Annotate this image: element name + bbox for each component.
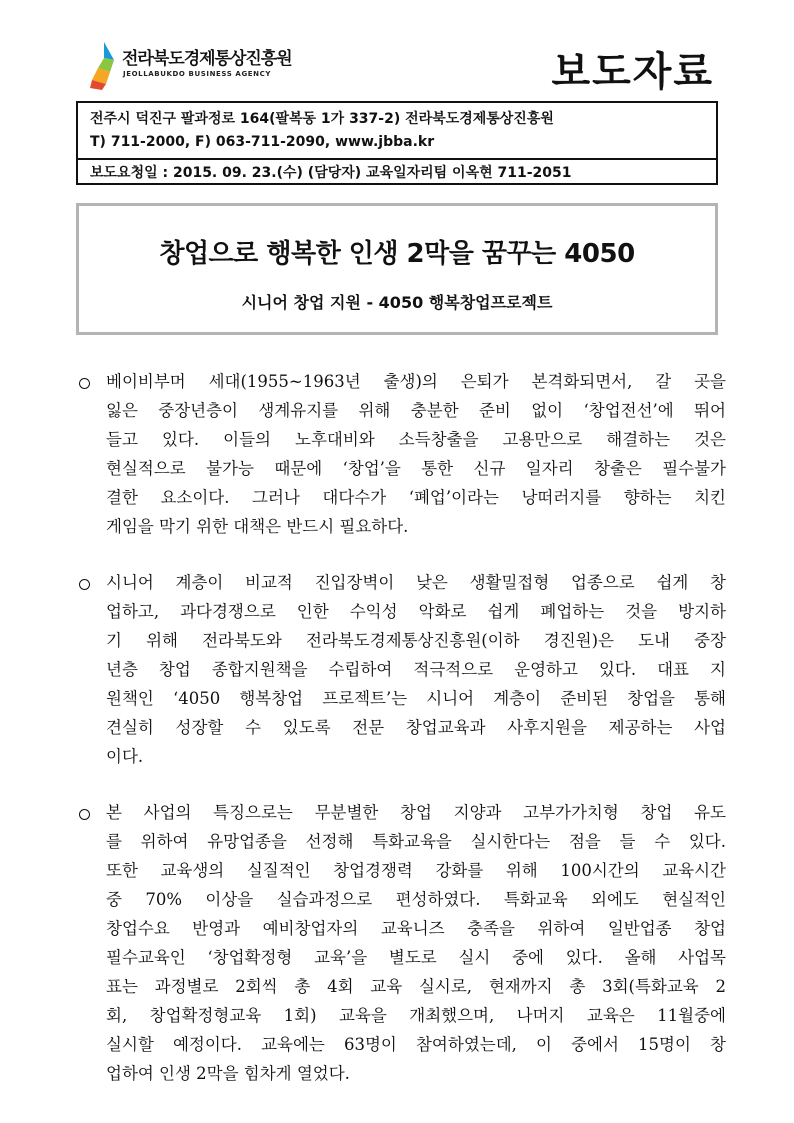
- paragraph-line: 또한 교육생의 실질적인 창업경쟁력 강화를 위해 100시간의 교육시간: [106, 861, 726, 880]
- info-box: [76, 101, 718, 185]
- paragraph-line: 년층 창업 종합지원책을 수립하여 적극적으로 운영하고 있다. 대표 지: [106, 660, 726, 679]
- paragraph-line: 표는 과정별로 2회씩 총 4회 교육 실시로, 현재까지 총 3회(특화교육 2: [106, 977, 726, 996]
- paragraph-line: 창업수요 반영과 예비창업자의 교육니즈 충족을 위하여 일반업종 창업: [106, 919, 726, 938]
- paragraph-line: 들고 있다. 이들의 노후대비와 소득창출을 고용만으로 해결하는 것은: [106, 430, 726, 449]
- paragraph-line: 중 70% 이상을 실습과정으로 편성하였다. 특화교육 외에도 현실적인: [106, 890, 726, 909]
- headline: 창업으로 행복한 인생 2막을 꿈꾸는 4050: [159, 239, 635, 269]
- paragraph-line: 를 위하여 유망업종을 선정해 특화교육을 실시한다는 점을 들 수 있다.: [106, 832, 726, 851]
- bullet-icon: [79, 809, 90, 820]
- paragraph-line: 시니어 계층이 비교적 진입장벽이 낮은 생활밀접형 업종으로 쉽게 창: [106, 573, 726, 592]
- paragraph-line: 베이비부머 세대(1955~1963년 출생)의 은퇴가 본격화되면서, 갈 곳을: [106, 372, 726, 391]
- paragraph-line: 원책인 ‘4050 행복창업 프로젝트’는 시니어 계층이 준비된 창업을 통해: [106, 689, 726, 708]
- info-divider: [78, 158, 716, 160]
- paragraph-line: 게임을 막기 위한 대책은 반드시 필요하다.: [106, 517, 409, 536]
- bullet-icon: [79, 579, 90, 590]
- org-name: 전라북도경제통상진흥원: [122, 49, 292, 69]
- org-name-english: JEOLLABUKDO BUSINESS AGENCY: [123, 70, 272, 78]
- paragraph-2: [76, 573, 726, 783]
- org-logo: [90, 40, 290, 92]
- contact-line: T) 711-2000, F) 063-711-2090, www.jbba.kr: [90, 134, 435, 150]
- paragraph-line: 회, 창업확정형교육 1회) 교육을 개최했으며, 나머지 교육은 11월중에: [106, 1006, 726, 1025]
- bullet-icon: [79, 378, 90, 389]
- paragraph-line: 기 위해 전라북도와 전라북도경제통상진흥원(이하 경진원)은 도내 중장: [106, 631, 726, 650]
- paragraph-line: 필수교육인 ‘창업확정형 교육’을 별도로 실시 중에 있다. 올해 사업목: [106, 948, 726, 967]
- paragraph-3: [76, 803, 726, 1103]
- paragraph-line: 업하여 인생 2막을 힘차게 열었다.: [106, 1064, 350, 1083]
- title-box: [76, 203, 718, 335]
- paragraph-line: 본 사업의 특징으로는 무분별한 창업 지양과 고부가가치형 창업 유도: [106, 803, 726, 822]
- paragraph-line: 견실히 성장할 수 있도록 전문 창업교육과 사후지원을 제공하는 사업: [106, 718, 726, 737]
- paragraph-line: 이다.: [106, 747, 144, 766]
- release-date-line: 보도요청일 : 2015. 09. 23.(수) (담당자) 교육일자리팀 이옥현 711-2051: [90, 165, 572, 181]
- paragraph-line: 잃은 중장년층이 생계유지를 위해 충분한 준비 없이 ‘창업전선’에 뛰어: [106, 401, 726, 420]
- address-line: 전주시 덕진구 팔과정로 164(팔복동 1가 337-2) 전라북도경제통상진흥원: [90, 111, 554, 127]
- paragraph-line: 업하고, 과다경쟁으로 인한 수익성 악화로 쉽게 폐업하는 것을 방지하: [106, 602, 726, 621]
- logo-mark-icon: [90, 40, 120, 92]
- subheadline: 시니어 창업 지원 - 4050 행복창업프로젝트: [241, 293, 553, 312]
- paragraph-line: 현실적으로 불가능 때문에 ‘창업’을 통한 신규 일자리 창출은 필수불가: [106, 459, 726, 478]
- document-type-heading: 보도자료: [551, 49, 714, 95]
- paragraph-line: 결한 요소이다. 그러나 대다수가 ‘폐업’이라는 낭떠러지를 향하는 치킨: [106, 488, 726, 507]
- paragraph-1: [76, 372, 726, 552]
- paragraph-line: 실시할 예정이다. 교육에는 63명이 참여하였는데, 이 중에서 15명이 창: [106, 1035, 726, 1054]
